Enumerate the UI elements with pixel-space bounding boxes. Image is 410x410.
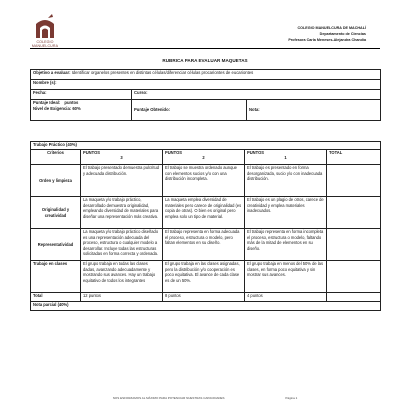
total-label: Total [31, 293, 81, 302]
header-info [288, 25, 366, 44]
descriptor-3: La maqueta y/o trabajo práctico, desarrollado demuestra originalidad, empleando diversidad de materiales para diseñar una representación más creativa. [81, 197, 163, 229]
course-cell[interactable] [132, 90, 381, 100]
descriptor-1: El grupo trabaja en menos del 50% de las clases, en forma poco equitativa y sin mostrar sus avances. [245, 261, 327, 293]
row-total-cell[interactable] [327, 165, 381, 197]
info-table [30, 69, 381, 121]
descriptor-2: El trabajo representa en forma adecuada el proceso, estructura o modelo, pero faltan elementos en su diseño. [163, 229, 245, 261]
total-row [31, 293, 381, 302]
name-cell[interactable] [31, 80, 381, 90]
header-divider [30, 48, 380, 49]
rubric-table [30, 141, 381, 311]
total-header: TOTAL [327, 150, 381, 165]
page-footer [0, 396, 410, 400]
logo-emblem-icon [34, 14, 56, 40]
level-2-header [163, 150, 245, 165]
descriptor-1: El trabajo es presentado en forma desorganizada, sucio y/o con inadecuada distribución. [245, 165, 327, 197]
obtained-score-label: Puntaje Obtenido: [134, 107, 171, 112]
descriptor-2: La maqueta emplea diversidad de materiales pero carece de originalidad (es copia de otras). O bien es original pero emplea solo un tipo de material. [163, 197, 245, 229]
level-2-number: 2 [202, 155, 205, 160]
rubric-header-row [31, 150, 381, 165]
grade-label: Nota: [249, 107, 260, 112]
criterion-label: Orden y limpieza [31, 165, 81, 197]
logo-line-1: COLEGIO [36, 40, 54, 44]
total-level-3: 12 puntos [81, 293, 163, 302]
criteria-header: Criterios [31, 150, 81, 165]
score-row [31, 100, 381, 121]
rubric-row-representatividad [31, 229, 381, 261]
ideal-score-value: puntos [64, 100, 79, 105]
partial-grade-row [31, 302, 381, 311]
descriptor-3: El trabajo presentado demuestra pulcritud y adecuada distribución. [81, 165, 163, 197]
page-number: Página 1 [285, 396, 298, 400]
descriptor-2: El trabajo se muestra ordenado aunque con elementos sucios y/o con una distribución incompleta. [163, 165, 245, 197]
total-level-2: 8 puntos [163, 293, 245, 302]
objective-label: Objetivo a evaluar: [33, 70, 71, 75]
descriptor-1: El trabajo es un plagio de otros, carece de creatividad y emplea materiales inadecuados. [245, 197, 327, 229]
school-name: COLEGIO MANUELCURA DE MACHALÍ [297, 26, 366, 30]
level-1-number: 1 [284, 155, 287, 160]
course-label: Curso: [134, 90, 148, 95]
level-1-label: PUNTOS [247, 150, 264, 155]
descriptor-1: El trabajo representa en forma incompleta el proceso, estructura o modelo, faltando más de la mitad de elementos en su diseño. [245, 229, 327, 261]
objective-row [31, 70, 381, 80]
descriptor-3: El grupo trabaja en todas las clases dadas, avanzando adecuadamente y mostrando sus avances. Hay un trabajo equitativo de todos los integrantes [81, 261, 163, 293]
objective-text: Identificar organelos presentes en distintas células/diferenciar células procariontes de eucariontes [71, 70, 254, 75]
logo-line-2: MANUELCURA [31, 44, 59, 48]
ideal-score-cell [31, 100, 132, 121]
level-2-label: PUNTOS [165, 150, 182, 155]
objective-cell [31, 70, 381, 80]
date-label: Fecha: [33, 90, 47, 95]
section-title-row [31, 142, 381, 150]
exigency-label: Nivel de Exigencia: 60% [33, 106, 81, 111]
date-row [31, 90, 381, 100]
level-3-number: 3 [120, 155, 123, 160]
partial-grade-label: Nota parcial (40%) [31, 302, 381, 311]
total-level-1: 4 puntos [245, 293, 327, 302]
level-3-header [81, 150, 163, 165]
row-total-cell[interactable] [327, 229, 381, 261]
row-total-cell[interactable] [327, 261, 381, 293]
ideal-score-label: Puntaje Ideal: [33, 100, 61, 105]
descriptor-2: El grupo trabaja en las clases asignadas, pero la distribución y/o cooperación es poco equitativa. El avance de cada clase es de un 50%. [163, 261, 245, 293]
grade-cell[interactable] [247, 100, 381, 121]
row-total-cell[interactable] [327, 197, 381, 229]
name-label: Nombre (s): [33, 80, 57, 85]
rubric-row-originalidad [31, 197, 381, 229]
department-name: Departamento de Ciencias [319, 32, 366, 37]
grand-total-cell[interactable] [327, 293, 381, 302]
section-title: Trabajo Práctico (40%) [31, 142, 381, 150]
level-1-header [245, 150, 327, 165]
descriptor-3: La maqueta y/o trabajo práctico diseñado es una representación adecuada del proceso, estructura o cualquier modelo a desarrollar. Incluye todas las estructuras solicitadas en forma correcta y ordenada. [81, 229, 163, 261]
criterion-label: Trabajo en clases [31, 261, 81, 293]
name-row [31, 80, 381, 90]
obtained-score-cell[interactable] [132, 100, 247, 121]
teacher-names: Profesora Carla Meneses-Alejandra Chandía [288, 38, 366, 43]
rubric-row-trabajo-clases [31, 261, 381, 293]
page-title: RUBRICA PARA EVALUAR MAQUETAS [162, 58, 248, 63]
date-cell[interactable] [31, 90, 132, 100]
criterion-label: Representatividad [31, 229, 81, 261]
footer-slogan: NOS ESFORZAMOS AL MÁXIMO PARA POTENCIAR NUESTRAS CAPACIDADES [112, 396, 225, 400]
rubric-row-orden [31, 165, 381, 197]
level-3-label: PUNTOS [83, 150, 100, 155]
criterion-label: Originalidad y creatividad [31, 197, 81, 229]
school-logo [25, 14, 65, 56]
